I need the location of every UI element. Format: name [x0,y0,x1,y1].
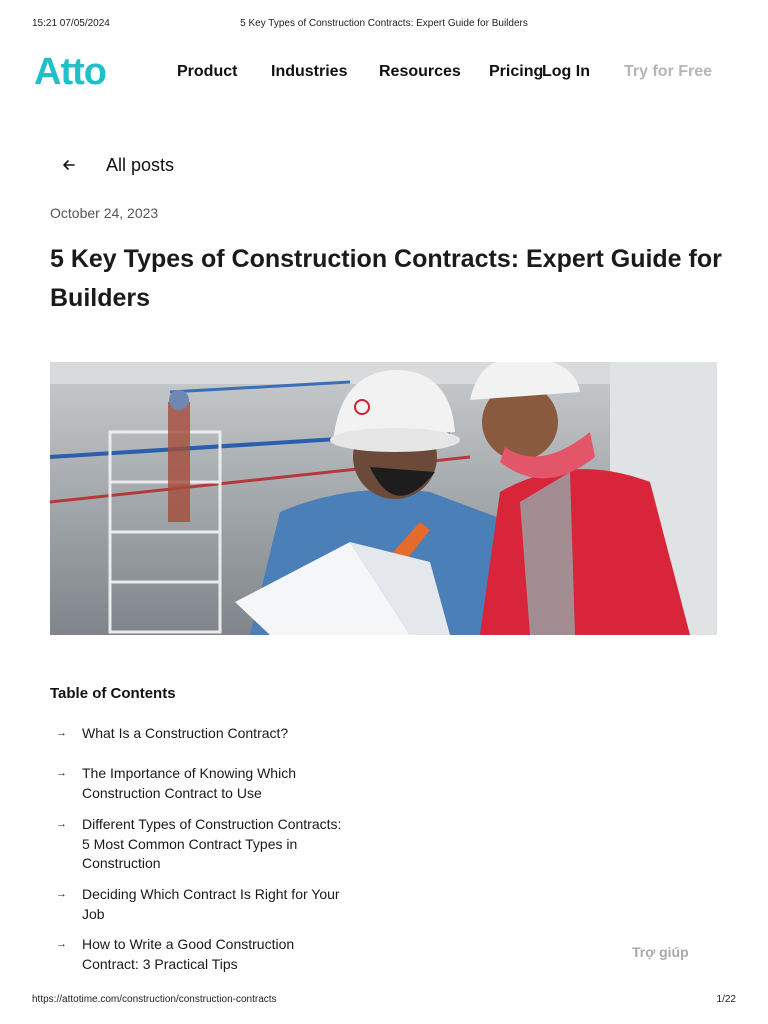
arrow-right-icon: → [56,818,67,830]
nav-industries[interactable]: Industries [271,63,348,80]
print-doc-title: 5 Key Types of Construction Contracts: Expert Guide for Builders [240,18,528,29]
toc-item-label: What Is a Construction Contract? [82,725,289,741]
nav-login[interactable]: Log In [542,63,590,80]
toc-title: Table of Contents [50,685,176,702]
arrow-right-icon: → [56,727,67,739]
print-header [0,18,768,32]
nav-product[interactable]: Product [177,63,238,80]
post-date: October 24, 2023 [50,205,159,221]
top-nav [0,52,768,92]
toc-item-label: Different Types of Construction Contracts: 5 Most Common Contract Types in Construction [82,816,342,871]
arrow-right-icon: → [56,888,67,900]
all-posts-label: All posts [106,155,175,175]
toc-item-label: The Importance of Knowing Which Construction Contract to Use [82,765,296,801]
help-button[interactable]: Trợ giúp [632,944,689,960]
arrow-right-icon: → [56,938,67,950]
try-for-free-button[interactable]: Try for Free [624,63,713,80]
atto-logo[interactable]: Atto [34,51,106,93]
print-page-number: 1/22 [716,994,736,1005]
toc-item-label: Deciding Which Contract Is Right for Your Job [82,886,340,922]
nav-pricing[interactable]: Pricing [489,63,544,80]
arrow-right-icon: → [56,767,67,779]
all-posts-link[interactable] [60,152,175,178]
print-footer [0,994,768,1008]
arrow-left-icon [60,156,78,174]
nav-resources[interactable]: Resources [379,63,461,80]
print-url: https://attotime.com/construction/construction-contracts [32,994,277,1005]
hero-image [50,362,717,635]
post-title: 5 Key Types of Construction Contracts: Expert Guide for Builders [50,245,722,312]
print-timestamp: 15:21 07/05/2024 [32,18,110,29]
toc-item-label: How to Write a Good Construction Contract: 3 Practical Tips [82,936,295,972]
